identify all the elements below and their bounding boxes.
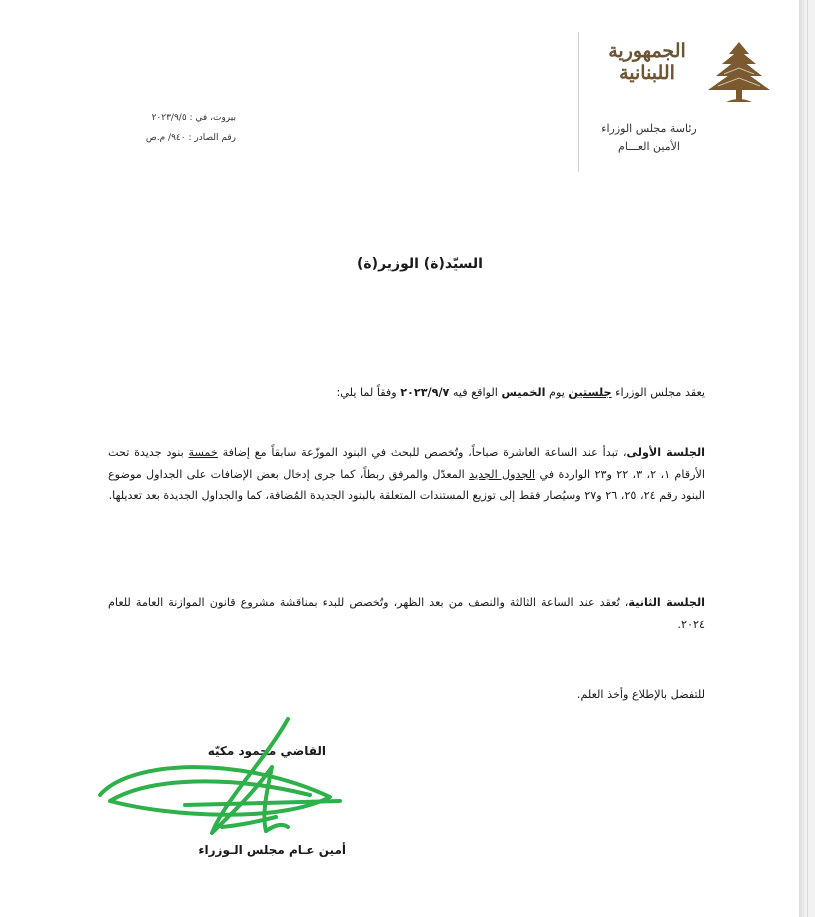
signatory-name: القاضي محمود مكيّه: [207, 744, 326, 758]
new-table-word: الجدول الجديد: [469, 467, 536, 481]
page-edge-shadow: [799, 0, 807, 917]
reference-number: رقم الصادر : ٩٤٠/ م.ص: [145, 133, 236, 143]
office-line2: الأمين العـــام: [618, 140, 680, 153]
document-meta: [116, 108, 236, 148]
session1-text: ، تبدأ عند الساعة العاشرة صباحاً، وتُخصص للبحث في البنود الموزّعة سابقاً مع إضافة: [217, 446, 627, 459]
republic-title-line2: اللبنانية: [619, 62, 675, 84]
date-line: بيروت، في : ٢٠٢٣/٩/٥: [151, 113, 236, 123]
five-word: خمسة: [188, 446, 218, 459]
meeting-day: الخميس: [501, 386, 546, 399]
intro-text: يعقد مجلس الوزراء: [611, 386, 705, 399]
closing-line: للتفضل بالإطلاع وأخذ العلم.: [576, 688, 705, 701]
session2-paragraph: [108, 592, 705, 635]
sessions-word: جلستين: [568, 386, 612, 399]
signatory-title: أمين عـام مجلس الـوزراء: [198, 843, 346, 857]
recipient-heading: السيّد(ة) الوزير(ة): [357, 256, 483, 272]
office-line1: رئاسة مجلس الوزراء: [601, 122, 697, 135]
intro-text: يوم: [545, 386, 569, 399]
session1-text: بنود جديدة تحت الأرقام ١، ٢، ٣، ٢٢ و٢٣ الواردة في: [108, 446, 705, 481]
republic-title-line1: الجمهورية: [608, 40, 686, 62]
intro-text: وفقاً لما يلي:: [336, 386, 401, 399]
session1-paragraph: [108, 442, 705, 507]
session2-text: ، تُعقد عند الساعة الثالثة والنصف من بعد الظهر، وتُخصص للبدء بمناقشة مشروع قانون الموازنة العامة للعام ٢٠٢٤.: [108, 596, 705, 631]
office-name: [594, 122, 704, 158]
intro-paragraph: [108, 382, 705, 404]
letterhead: [578, 32, 779, 172]
intro-text: الواقع فيه: [449, 386, 502, 399]
handwritten-signature: [90, 705, 360, 895]
cedar-emblem-icon: [704, 38, 774, 108]
meeting-date: ٢٠٢٣/٩/٧: [400, 386, 450, 399]
session1-title: الجلسة الأولى: [626, 446, 705, 459]
republic-title: [597, 40, 697, 84]
session2-title: الجلسة الثانية: [628, 596, 705, 609]
session1-text: المعدّل والمرفق ربطاً، كما جرى إدخال بعض الإضافات على الجداول موضوع البنود رقم ٢٤، ٢٥، ٢٦ و٢٧ وسيُصار فقط إلى توزيع المستندات المتعلقة بالبنود الجديدة المُضافة، كما والجداول الجديدة بعد تعديلها.: [108, 467, 705, 502]
